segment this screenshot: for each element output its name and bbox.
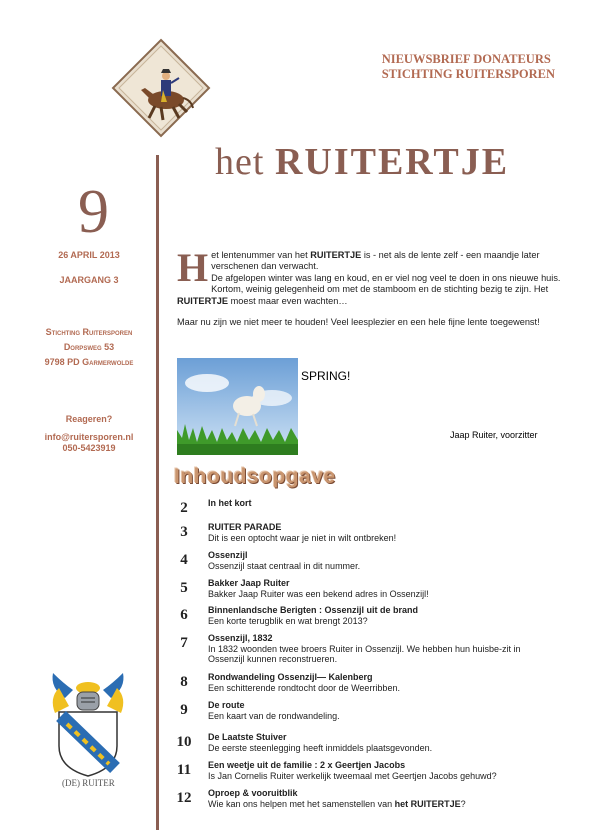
toc-heading: De Laatste Stuiver (208, 732, 287, 742)
intro-p2-bold: RUITERTJE (177, 295, 229, 306)
toc-heading: RUITER PARADE (208, 522, 282, 532)
toc-title: Inhoudsopgave (174, 465, 336, 488)
toc-description: Bakker Jaap Ruiter was een bekend adres in Ossenzijl! (208, 588, 429, 599)
toc-page-number: 5 (180, 580, 188, 596)
intro-p1-text: et lentenummer van het (211, 250, 311, 260)
toc-heading: Ossenzijl (208, 550, 248, 560)
toc-page-number: 8 (180, 674, 188, 690)
toc-heading: Ossenzijl, 1832 (208, 633, 273, 643)
toc-description: In 1832 woonden twee broers Ruiter in Ossenzijl. We hebben hun huisbe-zit in Ossenzijl kunnen reconstrueren. (208, 643, 521, 664)
header-line-1: NIEUWSBRIEF DONATEURS (381, 52, 551, 66)
toc-description: Een kaart van de rondwandeling. (208, 710, 340, 721)
lamb-photo (177, 358, 298, 455)
toc-page-number: 4 (180, 552, 188, 568)
intro-dropcap: H (177, 245, 209, 290)
toc-heading: In het kort (208, 498, 252, 508)
header-line-2: STICHTING RUITERSPOREN (381, 67, 555, 81)
contact-phone: 050-5423919 (62, 443, 116, 453)
address-city: 9798 PD Garmerwolde (44, 357, 134, 367)
organization-header (382, 52, 555, 82)
signature: Jaap Ruiter, voorzitter (450, 430, 538, 440)
family-crest-icon (45, 668, 131, 778)
address-street: Dorpsweg 53 (63, 342, 115, 352)
issue-date: 26 APRIL 2013 (58, 250, 120, 260)
toc-page-number: 6 (180, 607, 188, 623)
intro-p1-bold: RUITERTJE (310, 250, 362, 260)
newsletter-title (215, 140, 509, 184)
contact-label: Reageren? (65, 414, 113, 424)
toc-page-number: 10 (176, 734, 192, 750)
toc-page-number: 2 (180, 500, 188, 516)
intro-p3: Maar nu zijn we niet meer te houden! Veel leesplezier en een hele fijne lente toegewenst! (177, 317, 540, 328)
toc-description: Een schitterende rondtocht door de Weerribben. (208, 682, 400, 693)
vertical-divider (156, 155, 159, 830)
toc-heading: Bakker Jaap Ruiter (208, 578, 290, 588)
toc-description: Dit is een optocht waar je niet in wilt ontbreken! (208, 532, 397, 543)
toc-page-number: 9 (180, 702, 188, 718)
intro-p2-text: De afgelopen winter was lang en koud, en er viel nog veel te doen in ons nieuwe huis. Kortom, weinig gelegenheid om met de stamboom en de stichting bezig te zijn. Het (211, 272, 561, 295)
contact-block (25, 432, 153, 454)
intro-text (177, 245, 562, 338)
toc-heading: Rondwandeling Ossenzijl— Kalenberg (208, 672, 373, 682)
toc-heading: De route (208, 700, 245, 710)
address-block (25, 325, 153, 370)
contact-email[interactable]: info@ruitersporen.nl (44, 432, 134, 442)
toc-description: Ossenzijl staat centraal in dit nummer. (208, 560, 361, 571)
intro-p2-end: moest maar even wachten… (228, 295, 348, 306)
toc-description-text: Wie kan ons helpen met het samenstellen van (208, 798, 395, 809)
rider-logo (111, 38, 211, 138)
title-name: RUITERTJE (274, 141, 510, 183)
toc-page-number: 7 (180, 635, 188, 651)
toc-page-number: 12 (176, 790, 192, 806)
toc-description-bold: het RUITERTJE (394, 798, 461, 809)
toc-description-end: ? (460, 798, 466, 809)
toc-page-number: 11 (176, 762, 192, 778)
issue-number: 9 (78, 178, 109, 246)
toc-heading: Binnenlandsche Berigten : Ossenzijl uit de brand (208, 605, 419, 615)
crest-label: (DE) RUITER (62, 778, 115, 788)
toc-description (208, 799, 553, 810)
toc-heading: Oproep & vooruitblik (208, 788, 298, 798)
toc-description: Een korte terugblik en wat brengt 2013? (208, 615, 368, 626)
issue-volume: JAARGANG 3 (59, 275, 119, 285)
address-org: Stichting Ruitersporen (45, 327, 133, 337)
photo-caption: SPRING! (301, 369, 351, 383)
toc-description: Is Jan Cornelis Ruiter werkelijk tweemaal met Geertjen Jacobs gehuwd? (208, 770, 497, 781)
toc-heading: Een weetje uit de familie : 2 x Geertjen Jacobs (208, 760, 406, 770)
toc-description: De eerste steenlegging heeft inmiddels plaatsgevonden. (208, 742, 433, 753)
title-prefix: het (215, 141, 265, 183)
toc-page-number: 3 (180, 524, 188, 540)
intro-p1-end: is - net als de lente zelf - een maandje later verschenen dan verwacht. (211, 250, 540, 272)
